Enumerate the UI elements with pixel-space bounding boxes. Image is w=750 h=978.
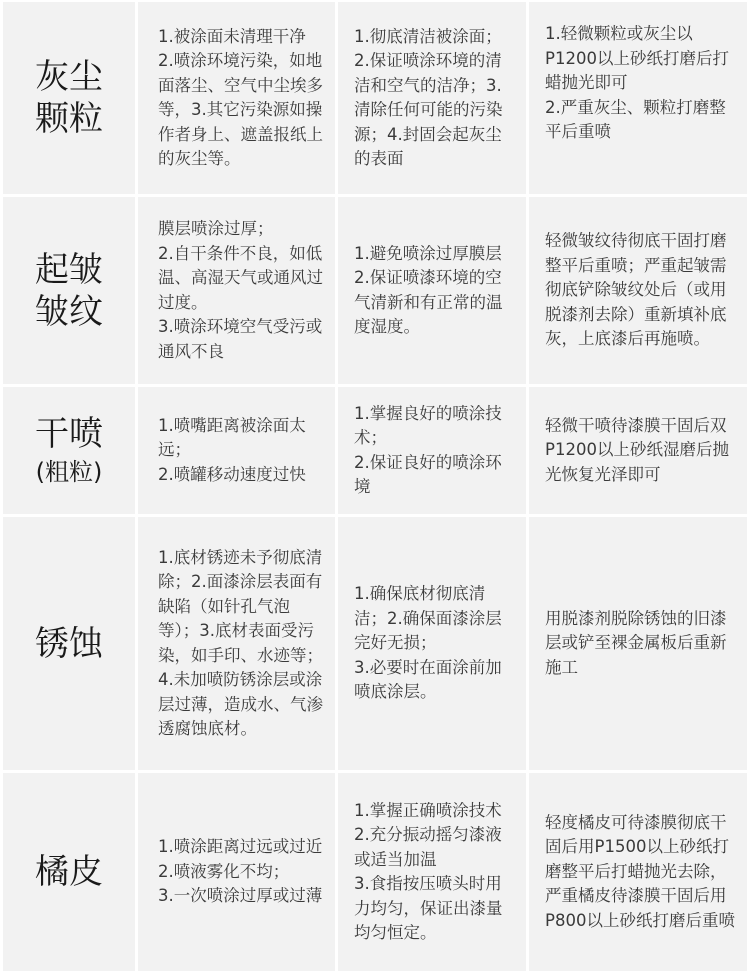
cause-text: 1.底材锈迹未予彻底清除；2.面漆涂层表面有缺陷（如针孔气泡等）；3.底材表面受污染，如手印、水迹等；4.未加喷防锈涂层或涂层过薄，造成水、气渗透腐蚀底材。 [158, 547, 323, 738]
remedy-text: 轻度橘皮可待漆膜彻底干固后用P1500以上砂纸打磨整平后打蜡抛光去除，严重橘皮待漆膜干固后用P800以上砂纸打磨后重喷 [545, 812, 735, 930]
defect-name: 起皱 皱纹 [35, 249, 103, 332]
defect-name [35, 371, 103, 531]
table-row [3, 387, 747, 514]
remedy-text: 轻微干喷待漆膜干固后双P1200以上砂纸湿磨后抛光恢复光泽即可 [545, 415, 729, 484]
remedy-cell [529, 517, 747, 770]
table-row [3, 197, 747, 384]
defect-name: 锈蚀 [35, 623, 103, 664]
defect-name: 橘皮 [35, 852, 103, 892]
defect-name-main: 干喷 [35, 413, 103, 454]
prevention-text: 1.掌握正确喷涂技术 2.充分振动摇匀漆液或适当加温 3.食指按压喷头时用力均匀，保证出漆量均匀恒定。 [354, 800, 503, 942]
cause-text: 膜层喷涂过厚； 2.自干条件不良，如低温、高湿天气或通风过过度。 3.喷涂环境空气受污或通风不良 [158, 219, 323, 361]
prevention-cell [338, 2, 526, 194]
prevention-text: 1.掌握良好的喷涂技术； 2.保证良好的喷涂环境 [354, 403, 502, 496]
remedy-cell [529, 197, 747, 384]
prevention-cell [338, 773, 526, 971]
remedy-cell [529, 2, 747, 194]
table-row [3, 517, 747, 770]
defect-name-cell [3, 517, 135, 770]
defect-name-cell [3, 2, 135, 194]
remedy-text: 轻微皱纹待彻底干固打磨整平后重喷；严重起皱需彻底铲除皱纹处后（或用脱漆剂去除）重新填补底灰，上底漆后再施喷。 [545, 231, 727, 349]
table-row [3, 2, 747, 194]
cause-text: 1.喷涂距离过远或过近 2.喷液雾化不均； 3.一次喷涂过厚或过薄 [158, 837, 323, 906]
remedy-cell [529, 387, 747, 514]
cause-cell [138, 197, 335, 384]
defect-name-cell [3, 773, 135, 971]
cause-cell [138, 2, 335, 194]
prevention-cell [338, 197, 526, 384]
cause-cell [138, 387, 335, 514]
defect-name-sub: (粗粒) [35, 457, 103, 486]
remedy-cell [529, 773, 747, 971]
table-row [3, 773, 747, 971]
prevention-cell [338, 387, 526, 514]
cause-text: 1.被涂面未清理干净 2.喷涂环境污染，如地面落尘、空气中尘埃多等，3.其它污染源如操作者身上、遮盖报纸上的灰尘等。 [158, 26, 323, 168]
prevention-text: 1.确保底材彻底清洁；2.确保面漆涂层完好无损； 3.必要时在面涂前加喷底涂层。 [354, 584, 502, 702]
prevention-text: 1.彻底清洁被涂面； 2.保证喷涂环境的清洁和空气的洁净；3.清除任何可能的污染源；4.封固会起灰尘的表面 [354, 26, 503, 168]
defect-name-cell [3, 387, 135, 514]
prevention-cell [338, 517, 526, 770]
cause-cell [138, 517, 335, 770]
cause-text: 1.喷嘴距离被涂面太远； 2.喷罐移动速度过快 [158, 415, 306, 484]
remedy-text: 用脱漆剂脱除锈蚀的旧漆层或铲至裸金属板后重新施工 [545, 608, 727, 677]
prevention-text: 1.避免喷涂过厚膜层 2.保证喷漆环境的空气清新和有正常的温度湿度。 [354, 243, 503, 336]
defect-table [3, 2, 747, 971]
cause-cell [138, 773, 335, 971]
defect-name: 灰尘 颗粒 [35, 57, 103, 139]
remedy-text: 1.轻微颗粒或灰尘以P1200以上砂纸打磨后打蜡抛光即可 2.严重灰尘、颗粒打磨整平后重喷 [545, 24, 729, 141]
defect-name-cell [3, 197, 135, 384]
